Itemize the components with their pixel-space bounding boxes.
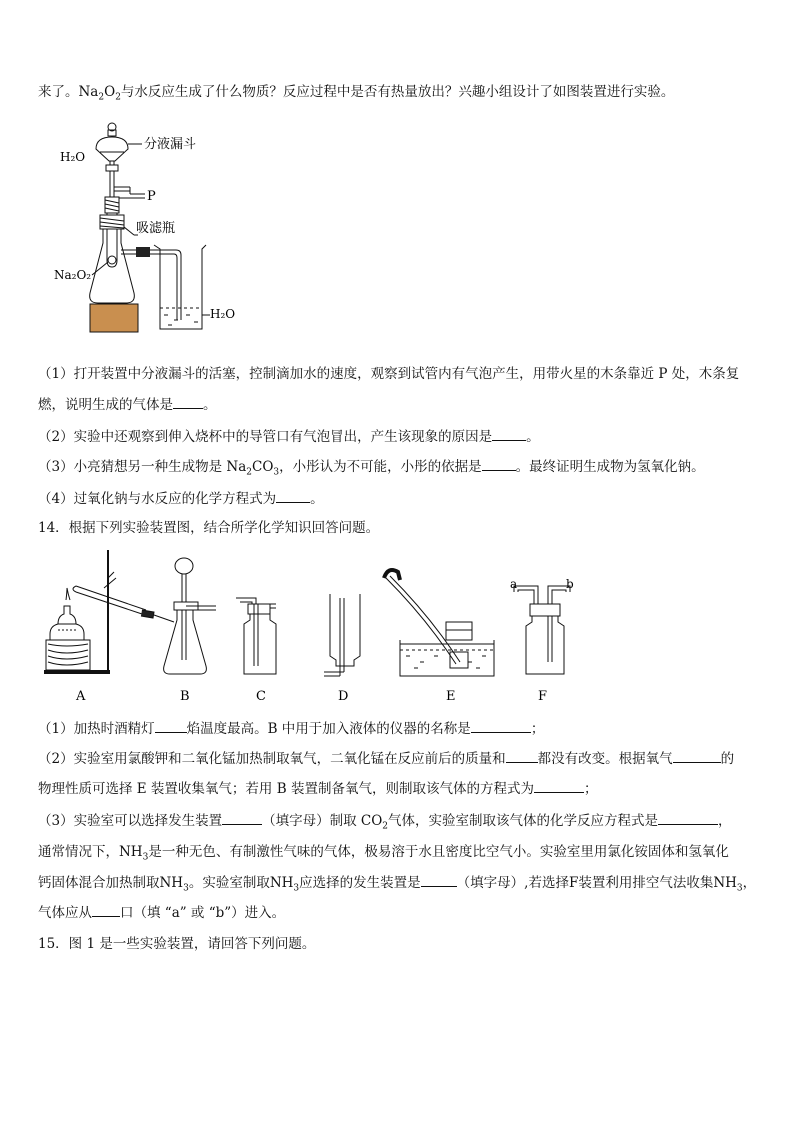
label-e: E [446, 689, 456, 704]
port-a-label: a [510, 577, 518, 591]
q14-part3-line1: （3）实验室可以选择发生装置 （填字母）制取 $CO_2$气体，实验室制取该气体的化学反应方程式是 ， [38, 810, 732, 837]
q14-part3-line3: 钙固体混合加热制取$NH_3$。实验室制取$NH_3$应选择的发生装置是 （填字母）,若选择F装置利用排空气法收集$NH_3$， [38, 872, 756, 899]
answer-blank[interactable] [155, 718, 187, 733]
q13-part4: （4）过氧化钠与水反应的化学方程式为 。 [38, 488, 324, 509]
p-label: P [147, 189, 156, 204]
answer-blank[interactable] [534, 778, 584, 793]
water-right-label: H₂O [210, 307, 236, 321]
label-d: D [338, 689, 349, 704]
answer-blank[interactable] [482, 456, 516, 471]
apparatus-d [324, 594, 360, 676]
answer-blank[interactable] [658, 810, 718, 825]
apparatus-c [236, 598, 276, 674]
answer-blank[interactable] [421, 872, 457, 887]
answer-blank[interactable] [276, 488, 310, 503]
flask-label: 吸滤瓶 [136, 221, 176, 236]
q13-part3: （3）小亮猜想另一种生成物是 $Na_2CO_3$，小彤认为不可能，小彤的依据是 。最终证明生成物为氢氧化钠。 [38, 456, 705, 483]
apparatus-figure-1 [50, 115, 260, 340]
answer-blank[interactable] [92, 902, 120, 917]
q14-part3-line2: 通常情况下，$NH_3$是一种无色、有制激性气味的气体，极易溶于水且密度比空气小。实验室里用氯化铵固体和氢氧化 [38, 844, 729, 863]
answer-blank[interactable] [471, 718, 531, 733]
apparatus-b [164, 558, 216, 674]
water-left-label: H₂O [60, 150, 86, 164]
port-b-label: b [566, 577, 574, 591]
answer-blank[interactable] [173, 394, 203, 409]
intro-line: 来了。$Na_2O_2$与水反应生成了什么物质？反应过程中是否有热量放出？兴趣小组设计了如图装置进行实验。 [38, 84, 675, 103]
label-f: F [538, 689, 548, 704]
apparatus-a [44, 550, 174, 674]
answer-blank[interactable] [222, 810, 262, 825]
label-b: B [180, 689, 190, 704]
na2o2-label: Na₂O₂ [54, 268, 92, 282]
q13-part2: （2）实验中还观察到伸入烧杯中的导管口有气泡冒出，产生该现象的原因是 。 [38, 426, 540, 447]
q15-title: 15．图 1 是一些实验装置，请回答下列问题。 [38, 936, 316, 952]
q13-part1-line1: （1）打开装置中分液漏斗的活塞，控制滴加水的速度，观察到试管内有气泡产生，用带火星的木条靠近 P 处，木条复 [38, 366, 740, 382]
q14-part3-line4: 气体应从 口（填 “a” 或 “b”）进入。 [38, 902, 285, 923]
label-c: C [256, 689, 266, 704]
apparatus-figure-2 [36, 548, 596, 706]
answer-blank[interactable] [673, 748, 721, 763]
q14-part1: （1）加热时酒精灯 焰温度最高。B 中用于加入液体的仪器的名称是 ； [38, 718, 544, 739]
funnel-label: 分液漏斗 [144, 137, 197, 152]
apparatus-e [384, 570, 494, 676]
label-a: A [76, 689, 86, 704]
q14-title: 14．根据下列实验装置图，结合所学化学知识回答问题。 [38, 520, 380, 536]
q13-part1-line2: 燃，说明生成的气体是 。 [38, 394, 217, 415]
apparatus-f [510, 577, 574, 674]
answer-blank[interactable] [492, 426, 526, 441]
q14-part2-line2: 物理性质可选择 E 装置收集氧气；若用 B 装置制备氧气，则制取该气体的方程式为 ； [38, 778, 597, 799]
answer-blank[interactable] [506, 748, 538, 763]
q14-part2-line1: （2）实验室用氯酸钾和二氧化锰加热制取氧气，二氧化锰在反应前后的质量和 都没有改变。根据氧气 的 [38, 748, 734, 769]
